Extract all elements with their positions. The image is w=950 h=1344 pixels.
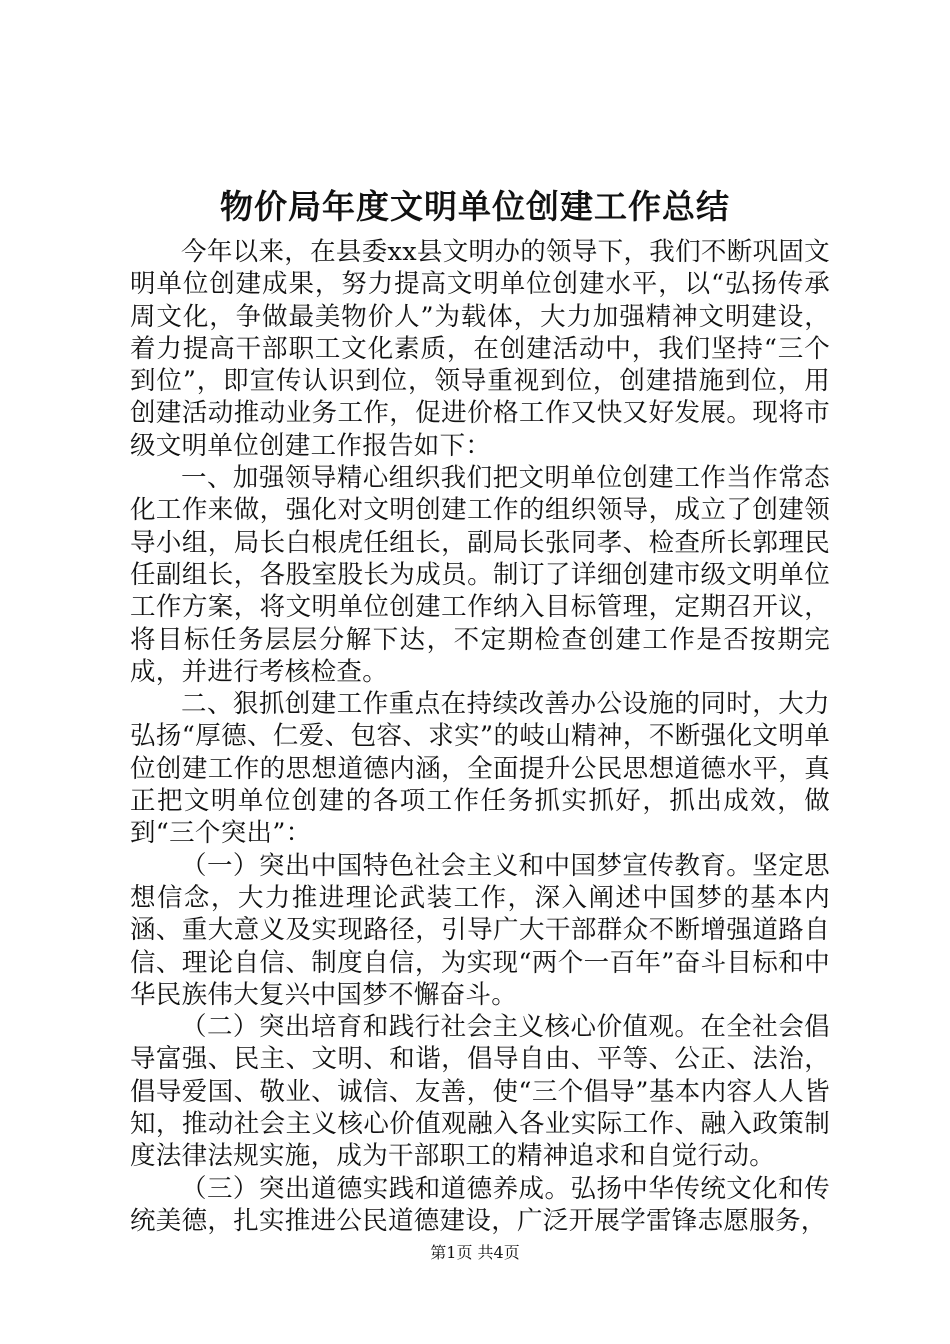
document-title: 物价局年度文明单位创建工作总结: [220, 187, 730, 226]
paragraph-item-2: （二）突出培育和践行社会主义核心价值观。在全社会倡导富强、民主、文明、和谐，倡导自由、平等、公正、法治，倡导爱国、敬业、诚信、友善，使“三个倡导”基本内容人人皆知，推动社会主义核心价值观融入各业实际工作、融入政策制度法律法规实施，成为干部职工的精神追求和自觉行动。: [130, 1012, 830, 1172]
paragraph-item-1: （一）突出中国特色社会主义和中国梦宣传教育。坚定思想信念，大力推进理论武装工作，深入阐述中国梦的基本内涵、重大意义及实现路径，引导广大干部群众不断增强道路自信、理论自信、制度自信，为实现“两个一百年”奋斗目标和中华民族伟大复兴中国梦不懈奋斗。: [130, 850, 830, 1010]
paragraph-section-2: 二、狠抓创建工作重点在持续改善办公设施的同时，大力弘扬“厚德、仁爱、包容、求实”的岐山精神，不断强化文明单位创建工作的思想道德内涵，全面提升公民思想道德水平，真正把文明单位创建的各项工作任务抓实抓好，抓出成效，做到“三个突出”：: [130, 689, 830, 849]
page-footer: 第1页 共4页: [430, 1243, 520, 1262]
paragraph-intro: 今年以来，在县委xx县文明办的领导下，我们不断巩固文明单位创建成果，努力提高文明单位创建水平，以“弘扬传承周文化，争做最美物价人”为载体，大力加强精神文明建设，着力提高干部职工文化素质，在创建活动中，我们坚持“三个到位”，即宣传认识到位，领导重视到位，创建措施到位，用创建活动推动业务工作，促进价格工作又快又好发展。现将市级文明单位创建工作报告如下：: [130, 237, 830, 461]
document-body: [130, 236, 830, 1237]
paragraph-section-1: 一、加强领导精心组织我们把文明单位创建工作当作常态化工作来做，强化对文明创建工作的组织领导，成立了创建领导小组，局长白根虎任组长，副局长张同孝、检查所长郭理民任副组长，各股室股长为成员。制订了详细创建市级文明单位工作方案，将文明单位创建工作纳入目标管理，定期召开议，将目标任务层层分解下达，不定期检查创建工作是否按期完成，并进行考核检查。: [130, 463, 830, 687]
paragraph-item-3: （三）突出道德实践和道德养成。弘扬中华传统文化和传统美德，扎实推进公民道德建设，广泛开展学雷锋志愿服务，: [130, 1173, 830, 1236]
